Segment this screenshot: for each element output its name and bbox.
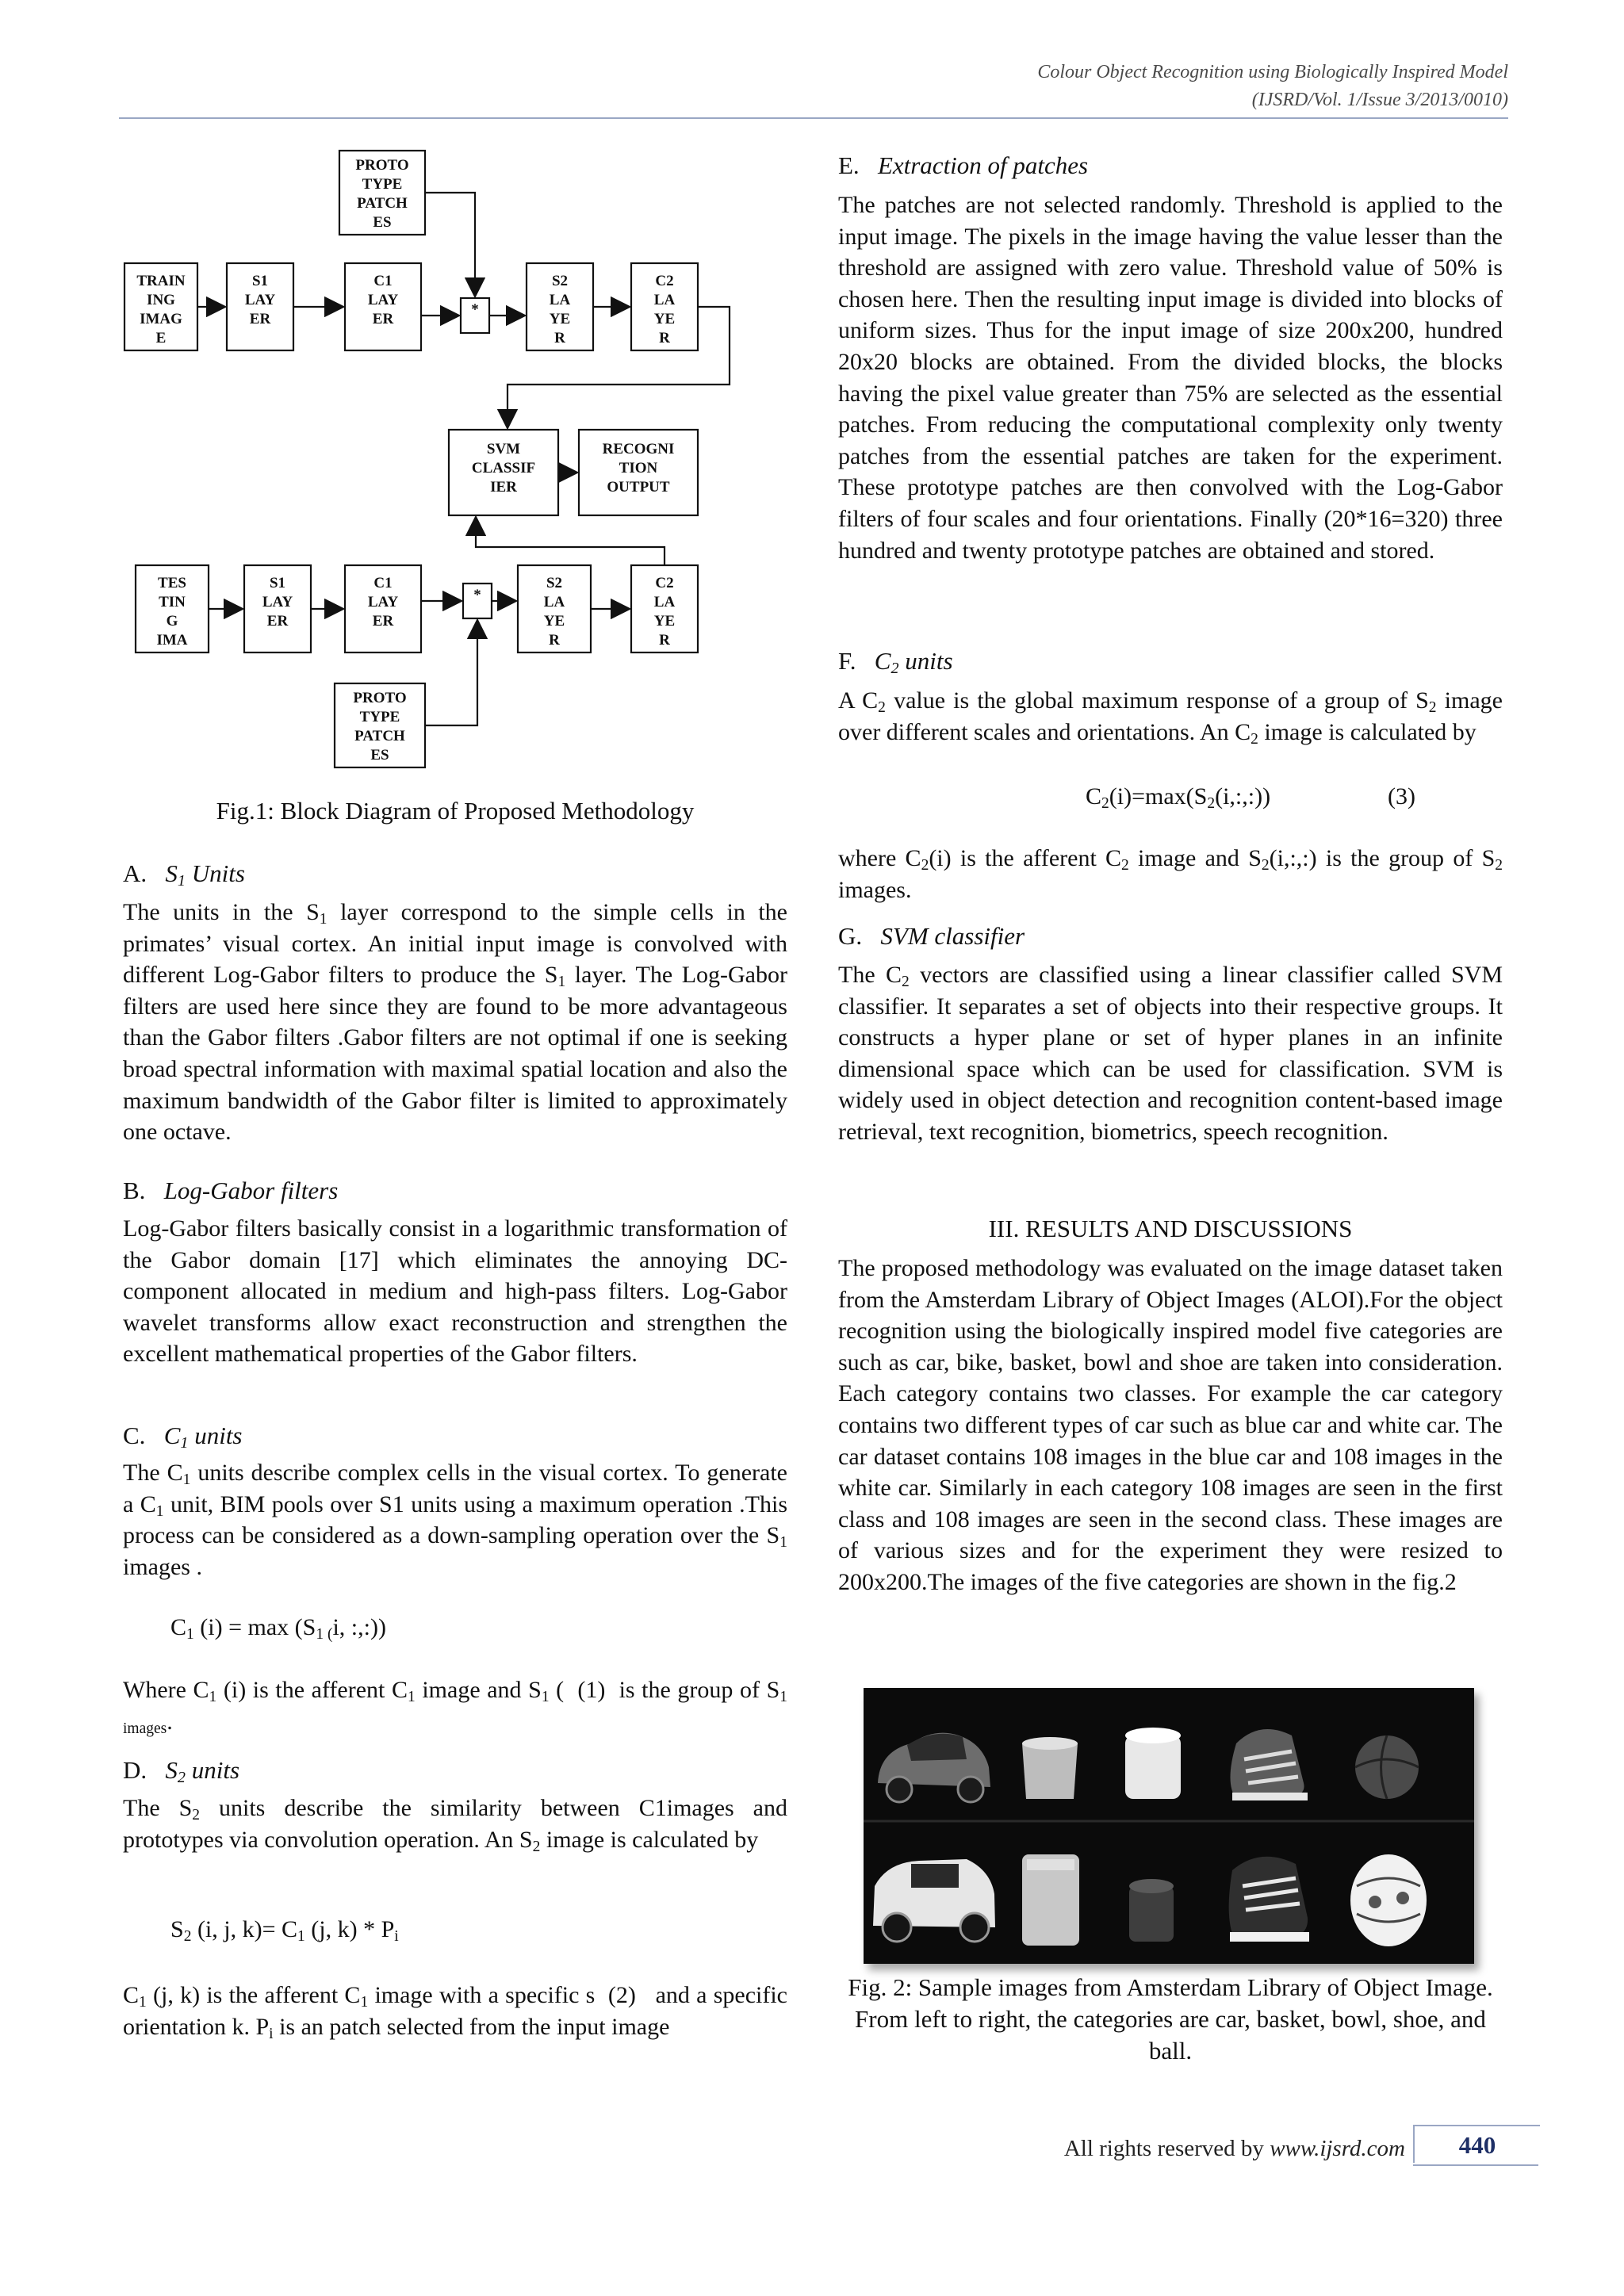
heading-sub: 1 [177, 872, 186, 890]
equation-1-number: (1) [577, 1677, 606, 1703]
equation-3-number: (3) [1388, 783, 1415, 809]
equation-1 [170, 1612, 386, 1644]
subscript: 1 [407, 1689, 416, 1705]
text: (j, k) is the afferent C [146, 1982, 361, 2008]
heading-text: units [898, 647, 953, 675]
text: where C [838, 845, 921, 871]
fig1-caption: Fig.1: Block Diagram of Proposed Methodology [216, 797, 695, 825]
heading-text: units [188, 1422, 243, 1449]
page-number-rule [1413, 2164, 1538, 2166]
conv-bot-symbol: * [473, 587, 481, 603]
train-l4: E [155, 330, 167, 346]
test-l3: G [166, 613, 178, 629]
header-issue: (IJSRD/Vol. 1/Issue 3/2013/0010) [1251, 90, 1508, 110]
heading-text: S [165, 1756, 178, 1784]
eq-text: (i,:,:)) [1215, 783, 1271, 809]
equation-2-number: (2) [607, 1982, 636, 2008]
heading-text: units [185, 1756, 240, 1784]
para-c1-units [123, 1457, 787, 1582]
heading-text: SVM classifier [880, 922, 1025, 950]
text: layer correspond to the simple cells in the primates’ visual cortex. An initial input image is convolved with different Log-Gabor filters to produce the S [123, 899, 788, 989]
text: layer. The Log-Gabor filters are used here since they are found to be more advantageous than the Gabor filters .Gabor filters are not optimal if one is seeking broad spectral information with maximal spatial location and also the maximum bandwidth of the Gabor filter is limited to approximately one octave. [123, 962, 787, 1146]
heading-sub: 2 [177, 1769, 186, 1786]
para-s2-after [123, 1980, 787, 2042]
s2-bot-l1: S2 [546, 575, 563, 591]
bowl-image-1 [1125, 1728, 1181, 1799]
subscript: 1 [319, 911, 327, 928]
section-results-title: III. RESULTS AND DISCUSSIONS [988, 1215, 1353, 1242]
equation-2 [170, 1914, 399, 1946]
s1-top-l1: S1 [251, 273, 269, 289]
recog-l3: OUTPUT [607, 479, 670, 496]
subscript: 2 [902, 974, 910, 990]
text: image and S [415, 1677, 542, 1703]
svm-l1: SVM [486, 441, 521, 457]
text: and a specific orientation k. P [123, 1982, 788, 2040]
s2-bot-l3: YE [543, 613, 565, 629]
footer-text: All rights reserved by [1063, 2136, 1270, 2161]
heading-log-gabor [123, 1175, 787, 1207]
para-svm [838, 959, 1503, 1148]
para-s2-units [123, 1793, 787, 1855]
eq-sub: 2 [1101, 795, 1109, 812]
basket-image-1 [1022, 1737, 1078, 1799]
subscript: 1 [155, 1502, 164, 1520]
ball-image-1 [1355, 1735, 1419, 1799]
proto-bot-l3: PATCH [354, 728, 405, 744]
text: (i) is the afferent C [216, 1677, 408, 1703]
c2-bot-l2: LA [653, 594, 676, 610]
heading-text: C [163, 1422, 181, 1449]
para-c2-units [838, 685, 1503, 748]
running-header [1037, 59, 1508, 114]
c2-top-l2: LA [653, 292, 676, 308]
test-l1: TES [158, 575, 186, 591]
proto-bot-l2: TYPE [359, 709, 400, 725]
conv-top-symbol: * [471, 301, 479, 318]
s1-bot-l3: ER [266, 613, 289, 629]
fig2-caption: Fig. 2: Sample images from Amsterdam Library of Object Image. From left to right, the categories are car, basket, bowl, shoe, and ball. [848, 1973, 1493, 2064]
para-results: The proposed methodology was evaluated on the image dataset taken from the Amsterdam Library of Object Images (ALOI).For the object recognition using the biologically inspired model five categories are such as car, bike, basket, bowl and shoe are taken into consideration. Each category contains two classes. For example the car category contains two different types of car such as blue car and white car. The car dataset contains 108 images in the blue car and 108 images in the white car. Similarly in each category 108 images are seen in the first class and 108 images are seen in the second class. These images are of various sizes and for the experiment they were resized to 200x200.The images of the five categories are shown in the fig.2 [838, 1255, 1503, 1595]
text: image is calculated by [1258, 718, 1477, 745]
text: The C [838, 962, 902, 988]
heading-text: C [874, 647, 891, 675]
equation-3 [1086, 781, 1270, 813]
heading-sub: 2 [891, 660, 899, 677]
recog-l1: RECOGNI [602, 441, 675, 457]
subscript: i [269, 2025, 274, 2042]
block-diagram [119, 143, 753, 777]
s1-top-l3: ER [249, 311, 271, 327]
subscript: 2 [1121, 857, 1129, 874]
heading-num: F. [838, 647, 856, 675]
subscript: 1 images [123, 1689, 788, 1737]
s2-top-l3: YE [549, 311, 571, 327]
text: A C [838, 687, 879, 714]
text: The S [123, 1795, 193, 1821]
subscript: 1 [209, 1689, 217, 1705]
heading-s1-units [123, 858, 787, 890]
train-l1: TRAIN [136, 273, 186, 289]
para-c1-after [123, 1674, 787, 1737]
text: is an patch selected from the input image [273, 2013, 670, 2040]
subscript: 1 [779, 1534, 787, 1552]
text: (i) is the afferent C [929, 845, 1122, 871]
train-l2: ING [147, 292, 175, 308]
eq-sub: i [394, 1928, 399, 1945]
heading-text: S [165, 859, 178, 887]
para-s1-units [123, 897, 787, 1148]
c2-top-l4: R [659, 330, 670, 346]
proto-bot-l1: PROTO [353, 690, 407, 706]
eq-text: (j, k) * P [304, 1916, 395, 1942]
heading-text: Units [185, 859, 245, 887]
c1-bot-l2: LAY [367, 594, 399, 610]
text: units describe the similarity between C1images and prototypes via convolution operation. An S [123, 1795, 787, 1853]
para-c2-after [838, 843, 1503, 905]
s1-bot-l2: LAY [262, 594, 293, 610]
proto-top-l4: ES [373, 214, 392, 231]
basket-image-2 [1022, 1854, 1079, 1946]
para-log-gabor: Log-Gabor filters basically consist in a logarithmic transformation of the Gabor domain [17] which eliminates the annoying DC-component allocated in medium and high-pass filters. Log-Gabor wavelet transforms allow exact reconstruction and strengthen the excellent mathematical properties of the Gabor filters. [123, 1215, 787, 1368]
text: image and S [1128, 845, 1262, 871]
bowl-image-2 [1129, 1879, 1174, 1942]
text: Where C [123, 1677, 209, 1703]
text: images . [123, 1553, 202, 1580]
c1-top-l1: C1 [373, 273, 393, 289]
c1-bot-l1: C1 [373, 575, 393, 591]
s2-bot-l2: LA [543, 594, 565, 610]
heading-num: C. [123, 1422, 146, 1449]
heading-num: E. [838, 151, 860, 179]
footer-site-link[interactable]: www.ijsrd.com [1270, 2136, 1405, 2161]
text: is the group of S [619, 1677, 780, 1703]
subscript: 1 [360, 1994, 369, 2011]
s2-top-l4: R [554, 330, 565, 346]
s2-top-l2: LA [549, 292, 571, 308]
text: vectors are classified using a linear classifier called SVM classifier. It separates a set of objects into their respective groups. It constructs a hyper plane or set of hyper planes in an infinite dimensional space which can be used for classification. SVM is widely used in object detection and recognition content-based image retrieval, text recognition, biometrics, speech recognition. [838, 962, 1503, 1145]
text: units describe complex cells in the visual cortex. To generate a C [123, 1460, 787, 1517]
heading-num: G. [838, 922, 863, 950]
test-l2: TIN [159, 594, 186, 610]
heading-c1-units [123, 1420, 787, 1452]
subscript: 2 [1495, 857, 1503, 874]
text: The units in the S [123, 899, 320, 925]
subscript: 2 [1251, 730, 1258, 748]
subscript: 1 [182, 1471, 191, 1488]
proto-top-l1: PROTO [355, 157, 409, 174]
para-extraction: The patches are not selected randomly. Threshold is applied to the input image. The pixels in the image having the value lesser than the threshold are assigned with zero value. Threshold value of 50% is chosen here. Then the resulting input image is divided into blocks of uniform sizes. Thus for the input image of size 200x200, hundred 20x20 blocks are obtained. From the divided blocks, the blocks having the pixel value greater than 75% are selected as the essential patches. From reducing the computational complexity only twenty patches from the essential patches are taken for the experiment. These prototype patches are then convolved with the Log-Gabor filters of four scales and four orientations. Finally (20*16=320) three hundred and twenty prototype patches are obtained and stored. [838, 192, 1503, 564]
proto-top-l3: PATCH [357, 195, 408, 212]
c2-bot-l4: R [659, 632, 670, 649]
subscript: 1 [541, 1689, 550, 1705]
eq-text: (i)=max(S [1109, 783, 1208, 809]
eq-text: S [170, 1916, 184, 1942]
s1-top-l2: LAY [244, 292, 276, 308]
c2-top-l1: C2 [655, 273, 674, 289]
text: . [167, 1708, 173, 1735]
recog-l2: TION [619, 460, 658, 476]
c2-bot-l3: YE [653, 613, 676, 629]
text: image with a specific s [368, 1982, 596, 2008]
svm-l3: IER [490, 479, 517, 496]
heading-extraction [838, 150, 1503, 182]
proto-bot-l4: ES [370, 747, 389, 763]
ball-image-2 [1350, 1854, 1427, 1946]
c1-bot-l3: ER [372, 613, 394, 629]
eq-sub: 1 ( [316, 1626, 333, 1643]
c2-bot-l1: C2 [655, 575, 674, 591]
s1-bot-l1: S1 [269, 575, 286, 591]
subscript: 1 [139, 1994, 147, 2011]
text: value is the global maximum response of a group of S [885, 687, 1429, 714]
test-l4: IMA [156, 632, 188, 649]
eq-sub: 1 [186, 1626, 194, 1643]
footer-copyright [1064, 2136, 1405, 2162]
heading-svm [838, 920, 1503, 952]
text: image over different scales and orientations. An C [838, 687, 1503, 745]
text: unit, BIM pools over S1 units using a maximum operation .This process can be considered as a down-sampling operation over the S [123, 1490, 787, 1549]
subscript: 2 [532, 1838, 541, 1855]
c2-top-l3: YE [653, 311, 676, 327]
heading-num: B. [123, 1177, 146, 1204]
s2-bot-l4: R [549, 632, 560, 649]
subscript: 2 [1428, 699, 1437, 716]
eq-sub: 1 [297, 1928, 305, 1945]
c1-top-l3: ER [372, 311, 394, 327]
subscript: 2 [878, 699, 886, 716]
subscript: 2 [921, 857, 929, 874]
heading-c2-units [838, 645, 1503, 677]
eq-text: C [170, 1614, 187, 1640]
eq-text: i, :,:)) [332, 1614, 386, 1640]
page-number: 440 [1413, 2125, 1540, 2163]
eq-sub: 2 [1207, 795, 1216, 812]
subscript: 1 [557, 974, 566, 991]
header-title: Colour Object Recognition using Biologically Inspired Model [1037, 62, 1508, 82]
heading-s2-units [123, 1755, 787, 1786]
heading-sub: 1 [180, 1434, 189, 1452]
text: (i,:,:) is the group of S [1269, 845, 1496, 871]
heading-text: Log-Gabor filters [163, 1177, 339, 1204]
c1-top-l2: LAY [367, 292, 399, 308]
text: The C [123, 1460, 183, 1486]
fig2-sample-images [864, 1688, 1474, 1964]
heading-num: A. [123, 859, 147, 887]
svm-l2: CLASSIF [471, 460, 536, 476]
eq-sub: 2 [183, 1928, 192, 1945]
text: images. [838, 876, 912, 903]
eq-text: (i, j, k)= C [191, 1916, 298, 1942]
s2-top-l1: S2 [551, 273, 569, 289]
text: C [123, 1982, 140, 2008]
header-rule [119, 117, 1508, 119]
eq-text: C [1086, 783, 1102, 809]
text: ( [549, 1677, 565, 1703]
subscript: 2 [192, 1807, 201, 1823]
text: image is calculated by [540, 1826, 759, 1853]
subscript: 2 [1261, 857, 1270, 874]
eq-text: (i) = max (S [193, 1614, 316, 1640]
proto-top-l2: TYPE [362, 176, 403, 193]
train-l3: IMAG [140, 311, 182, 327]
heading-num: D. [123, 1756, 147, 1784]
heading-text: Extraction of patches [877, 151, 1089, 179]
